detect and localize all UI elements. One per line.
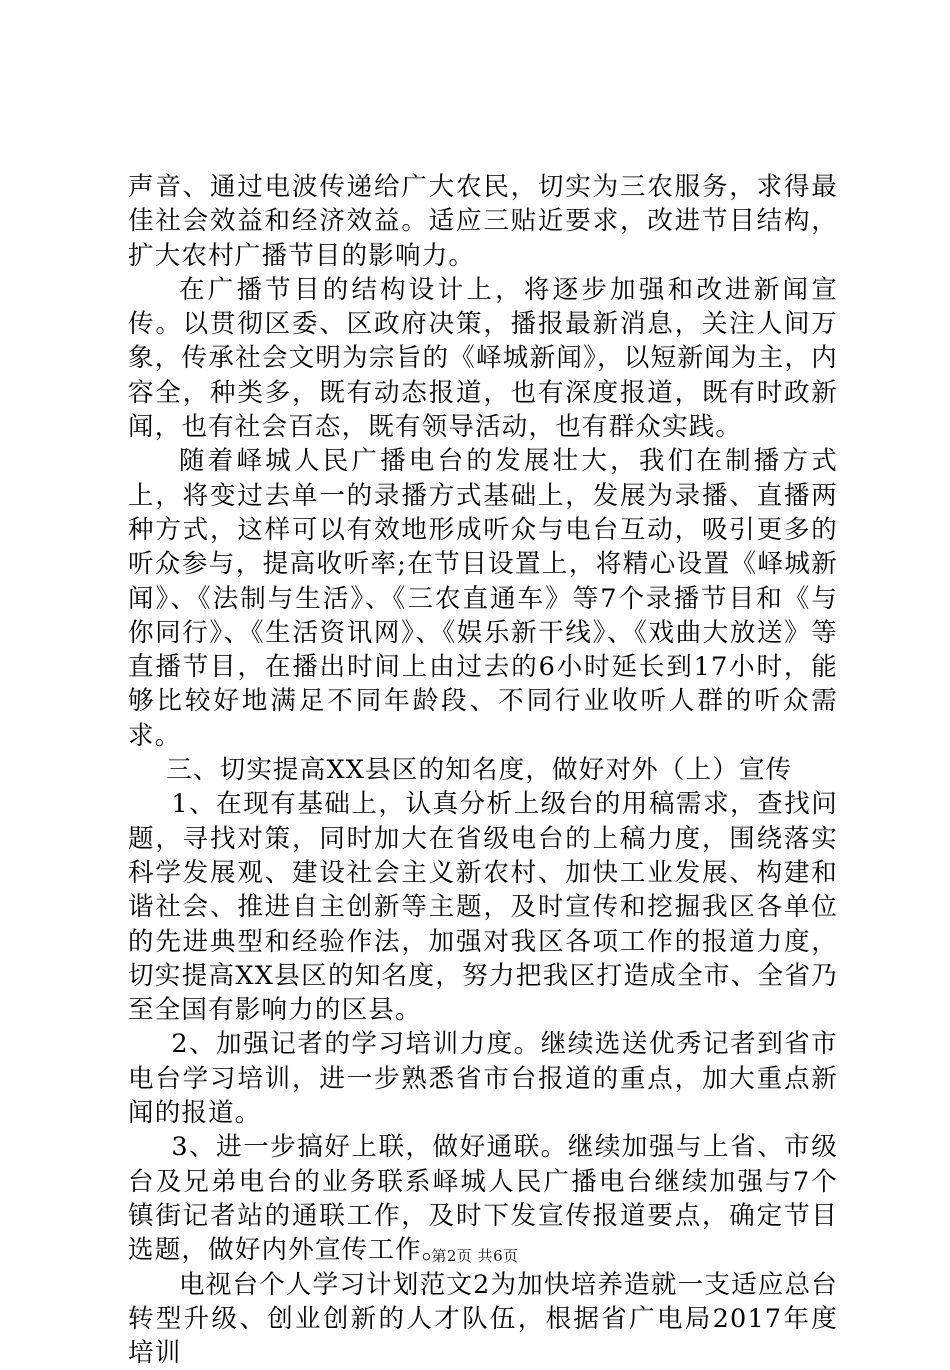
paragraph-continuation: 声音、通过电波传递给广大农民，切实为三农服务，求得最佳社会效益和经济效益。适应三贴近要求，改进节目结构，扩大农村广播节目的影响力。 — [128, 170, 838, 273]
paragraph-item-1: 1、在现有基础上，认真分析上级台的用稿需求，查找问题，寻找对策，同时加大在省级电台的上稿力度，围绕落实科学发展观、建设社会主义新农村、加快工业发展、构建和谐社会、推进自主创新等主题，及时宣传和挖掘我区各单位的先进典型和经验作法，加强对我区各项工作的报道力度，切实提高XX县区的知名度，努力把我区打造成全市、全省乃至全国有影响力的区县。 — [128, 787, 838, 1027]
paragraph-item-2: 2、加强记者的学习培训力度。继续选送优秀记者到省市电台学习培训，进一步熟悉省市台报道的重点，加大重点新闻的报道。 — [128, 1027, 838, 1130]
document-body — [128, 170, 838, 1370]
paragraph-study-plan-2: 电视台个人学习计划范文2为加快培养造就一支适应总台转型升级、创业创新的人才队伍，根据省广电局2017年度培训 — [128, 1268, 838, 1370]
page-number-footer: 第2页 共6页 — [0, 1245, 950, 1266]
section-heading-external-publicity: 三、切实提高XX县区的知名度，做好对外（上）宣传 — [128, 753, 838, 787]
paragraph-item-3: 3、进一步搞好上联，做好通联。继续加强与上省、市级台及兄弟电台的业务联系峄城人民广播电台继续加强与7个镇街记者站的通联工作，及时下发宣传报道要点，确定节目选题，做好内外宣传工作。 — [128, 1130, 838, 1267]
paragraph-broadcast-methods: 随着峄城人民广播电台的发展壮大，我们在制播方式上，将变过去单一的录播方式基础上，发展为录播、直播两种方式，这样可以有效地形成听众与电台互动，吸引更多的听众参与，提高收听率;在节目设置上，将精心设置《峄城新闻》、《法制与生活》、《三农直通车》等7个录播节目和《与你同行》、《生活资讯网》、《娱乐新干线》、《戏曲大放送》等直播节目，在播出时间上由过去的6小时延长到17小时，能够比较好地满足不同年龄段、不同行业收听人群的听众需求。 — [128, 444, 838, 753]
paragraph-news-structure: 在广播节目的结构设计上，将逐步加强和改进新闻宣传。以贯彻区委、区政府决策，播报最新消息，关注人间万象，传承社会文明为宗旨的《峄城新闻》，以短新闻为主，内容全，种类多，既有动态报道，也有深度报道，既有时政新闻，也有社会百态，既有领导活动，也有群众实践。 — [128, 273, 838, 444]
